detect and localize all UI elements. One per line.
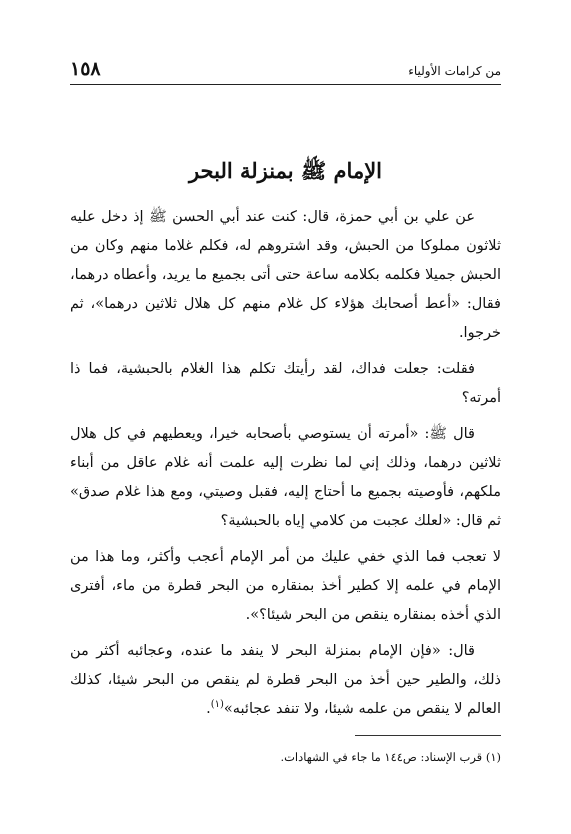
paragraph: فقلت: جعلت فداك، لقد رأيتك تكلم هذا الغلام بالحبشية، فما ذا أمرته؟ — [70, 361, 501, 406]
paragraph-last-text: قال: «فإن الإمام بمنزلة البحر لا ينفد ما عنده، وعجائبه أكثر من ذلك، والطير حين أخذ من البحر قطرة لم ينقص من البحر شيئا، كذلك العالم لا ينقص من علمه شيئا، ولا تنفد عجائبه» — [70, 643, 501, 717]
footnote-marker: (١) — [210, 699, 224, 711]
paragraph: عن علي بن أبي حمزة، قال: كنت عند أبي الحسن ﷺ إذ دخل عليه ثلاثون مملوكا من الحبش، وقد اشتروهم له، فكلم غلاما منهم وكان من الحبش جميلا فكلمه بكلامه ساعة حتى أتى بجميع ما يريد، وأعطاه درهما، فقال: «أعط أصحابك هؤلاء كل غلام منهم كل هلال ثلاثين درهما»، ثم خرجوا. — [70, 209, 501, 341]
chapter-title: الإمام ﷺ بمنزلة البحر — [188, 158, 383, 183]
body-text — [70, 203, 501, 731]
header-rule — [70, 84, 501, 85]
page-number: ١٥٨ — [70, 58, 101, 80]
paragraph: قال ﷺ: «أمرته أن يستوصي بأصحابه خيرا، ويعطيهم في كل هلال ثلاثين درهما، وذلك إني لما نظرت إليه علمت أنه غلام عاقل من أبناء ملكهم، فأوصيته بجميع ما أحتاج إليه، فقبل وصيتي، ومع هذا غلام صدق» ثم قال: «لعلك عجبت من كلامي إياه بالحبشية؟ — [70, 426, 501, 529]
footnote: (١) قرب الإسناد: ص١٤٤ ما جاء في الشهادات. — [280, 750, 501, 764]
paragraph-last-end: . — [206, 701, 211, 717]
running-book-title: من كرامات الأولياء — [408, 64, 501, 78]
paragraph-last — [70, 637, 501, 724]
running-head — [70, 58, 501, 82]
footnote-rule — [355, 735, 501, 736]
paragraph: لا تعجب فما الذي خفي عليك من أمر الإمام أعجب وأكثر، وما هذا من الإمام في علمه إلا كطير أخذ بمنقاره من البحر قطرة من ماء، أفترى الذي أخذه بمنقاره ينقص من البحر شيئا؟». — [70, 549, 501, 623]
